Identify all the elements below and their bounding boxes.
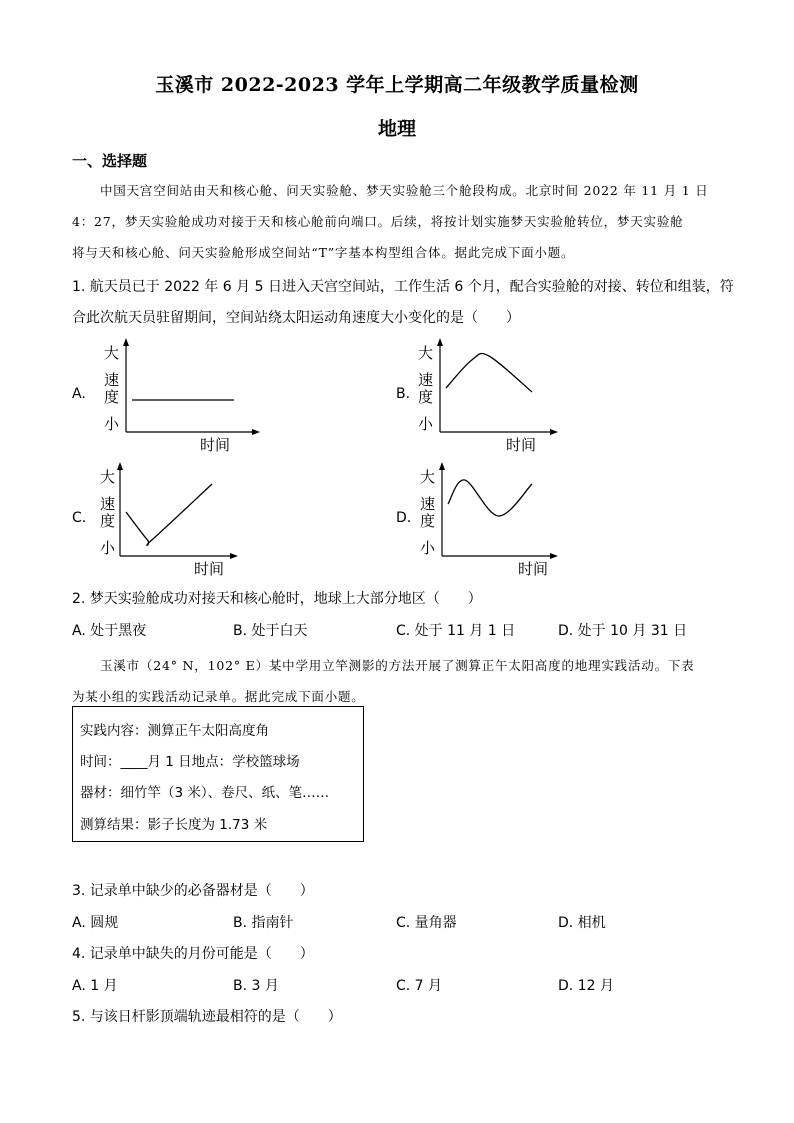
question-2-stem: 2. 梦天实验舱成功对接天和核心舱时，地球上大部分地区（ ） [72,591,482,607]
chart-d [414,460,564,578]
chart-d-y-bottom: 小 [420,539,436,557]
chart-a [96,336,266,454]
question-3-option-c: C. 量角器 [396,915,457,931]
chart-b-y-arrow [437,338,443,346]
chart-b-y-mid2: 度 [418,388,434,406]
record-content: 实践内容：测算正午太阳高度角 [80,723,269,739]
question-3-option-b: B. 指南针 [233,915,294,931]
chart-c-y-mid2: 度 [100,512,116,530]
passage-1-line-1: 中国天宫空间站由天和核心舱、问天实验舱、梦天实验舱三个舱段构成。北京时间 2022 年 11 月 1 日 [100,183,709,198]
chart-c-y-bottom: 小 [100,539,116,557]
chart-a-x-arrow [252,429,260,435]
record-result: 测算结果：影子长度为 1.73 米 [80,817,268,833]
chart-c-curve [126,484,212,545]
record-time: 时间：____月 1 日地点：学校篮球场 [80,754,300,770]
chart-c-x-arrow [230,553,238,559]
chart-a-y-arrow [123,338,129,346]
chart-a-x-label: 时间 [200,436,231,454]
chart-a-y-top: 大 [104,344,120,362]
section-heading: 一、选择题 [72,152,148,170]
chart-d-y-mid1: 速 [420,495,436,513]
question-2-option-a: A. 处于黑夜 [72,623,147,639]
chart-d-y-arrow [439,462,445,470]
chart-b-curve [446,354,532,392]
chart-d-option: D. [396,510,412,526]
chart-d-x-label: 时间 [518,560,549,578]
question-1-line-1: 1. 航天员已于 2022 年 6 月 5 日进入天宫空间站，工作生活 6 个月，配合实验舱的对接、转位和组装，符 [72,279,734,295]
question-3-stem: 3. 记录单中缺少的必备器材是（ ） [72,883,314,899]
chart-a-y-mid2: 度 [104,388,120,406]
question-3-option-a: A. 圆规 [72,915,119,931]
subject-title: 地理 [377,118,416,140]
chart-a-y-bottom: 小 [104,415,120,433]
question-2-option-c: C. 处于 11 月 1 日 [396,623,516,639]
chart-d-curve [448,480,532,516]
chart-c-y-arrow [117,462,123,470]
passage-2-line-2: 为某小组的实践活动记录单。据此完成下面小题。 [72,689,365,704]
question-5-stem: 5. 与该日杆影顶端轨迹最相符的是（ ） [72,1009,342,1025]
passage-1-line-3: 将与天和核心舱、问天实验舱形成空间站“T”字基本构型组合体。据此完成下面小题。 [72,245,575,260]
question-1-line-2: 合此次航天员驻留期间，空间站绕太阳运动角速度大小变化的是（ ） [72,310,520,326]
question-4-option-b: B. 3 月 [233,978,279,994]
passage-2-line-1: 玉溪市（24° N，102° E）某中学用立竿测影的方法开展了测算正午太阳高度的地理实践活动。下表 [100,658,695,673]
chart-a-y-mid1: 速 [104,371,120,389]
chart-b-x-label: 时间 [506,436,537,454]
chart-d-y-mid2: 度 [420,512,436,530]
chart-d-x-arrow [550,553,558,559]
chart-b-y-bottom: 小 [418,415,434,433]
chart-b [414,336,564,454]
chart-a-option: A. [72,386,86,402]
question-2-option-b: B. 处于白天 [233,623,308,639]
chart-b-y-mid1: 速 [418,371,434,389]
record-tools: 器材：细竹竿（3 米）、卷尺、纸、笔…… [80,785,330,801]
chart-c-y-mid1: 速 [100,495,116,513]
question-4-option-c: C. 7 月 [396,978,443,994]
chart-b-y-top: 大 [418,344,434,362]
question-4-option-d: D. 12 月 [558,978,614,994]
question-4-option-a: A. 1 月 [72,978,118,994]
chart-b-x-arrow [550,429,558,435]
chart-b-option: B. [396,386,411,402]
chart-c-x-label: 时间 [194,560,225,578]
chart-c-y-top: 大 [100,468,116,486]
question-2-option-d: D. 处于 10 月 31 日 [558,623,688,639]
passage-1-line-2: 4：27，梦天实验舱成功对接于天和核心舱前向端口。后续，将按计划实施梦天实验舱转位，梦天实验舱 [72,214,684,229]
chart-c [96,460,246,578]
chart-c-option: C. [72,510,87,526]
exam-title: 玉溪市 2022-2023 学年上学期高二年级教学质量检测 [155,74,639,96]
chart-d-y-top: 大 [420,468,436,486]
question-3-option-d: D. 相机 [558,915,606,931]
question-4-stem: 4. 记录单中缺失的月份可能是（ ） [72,946,314,962]
